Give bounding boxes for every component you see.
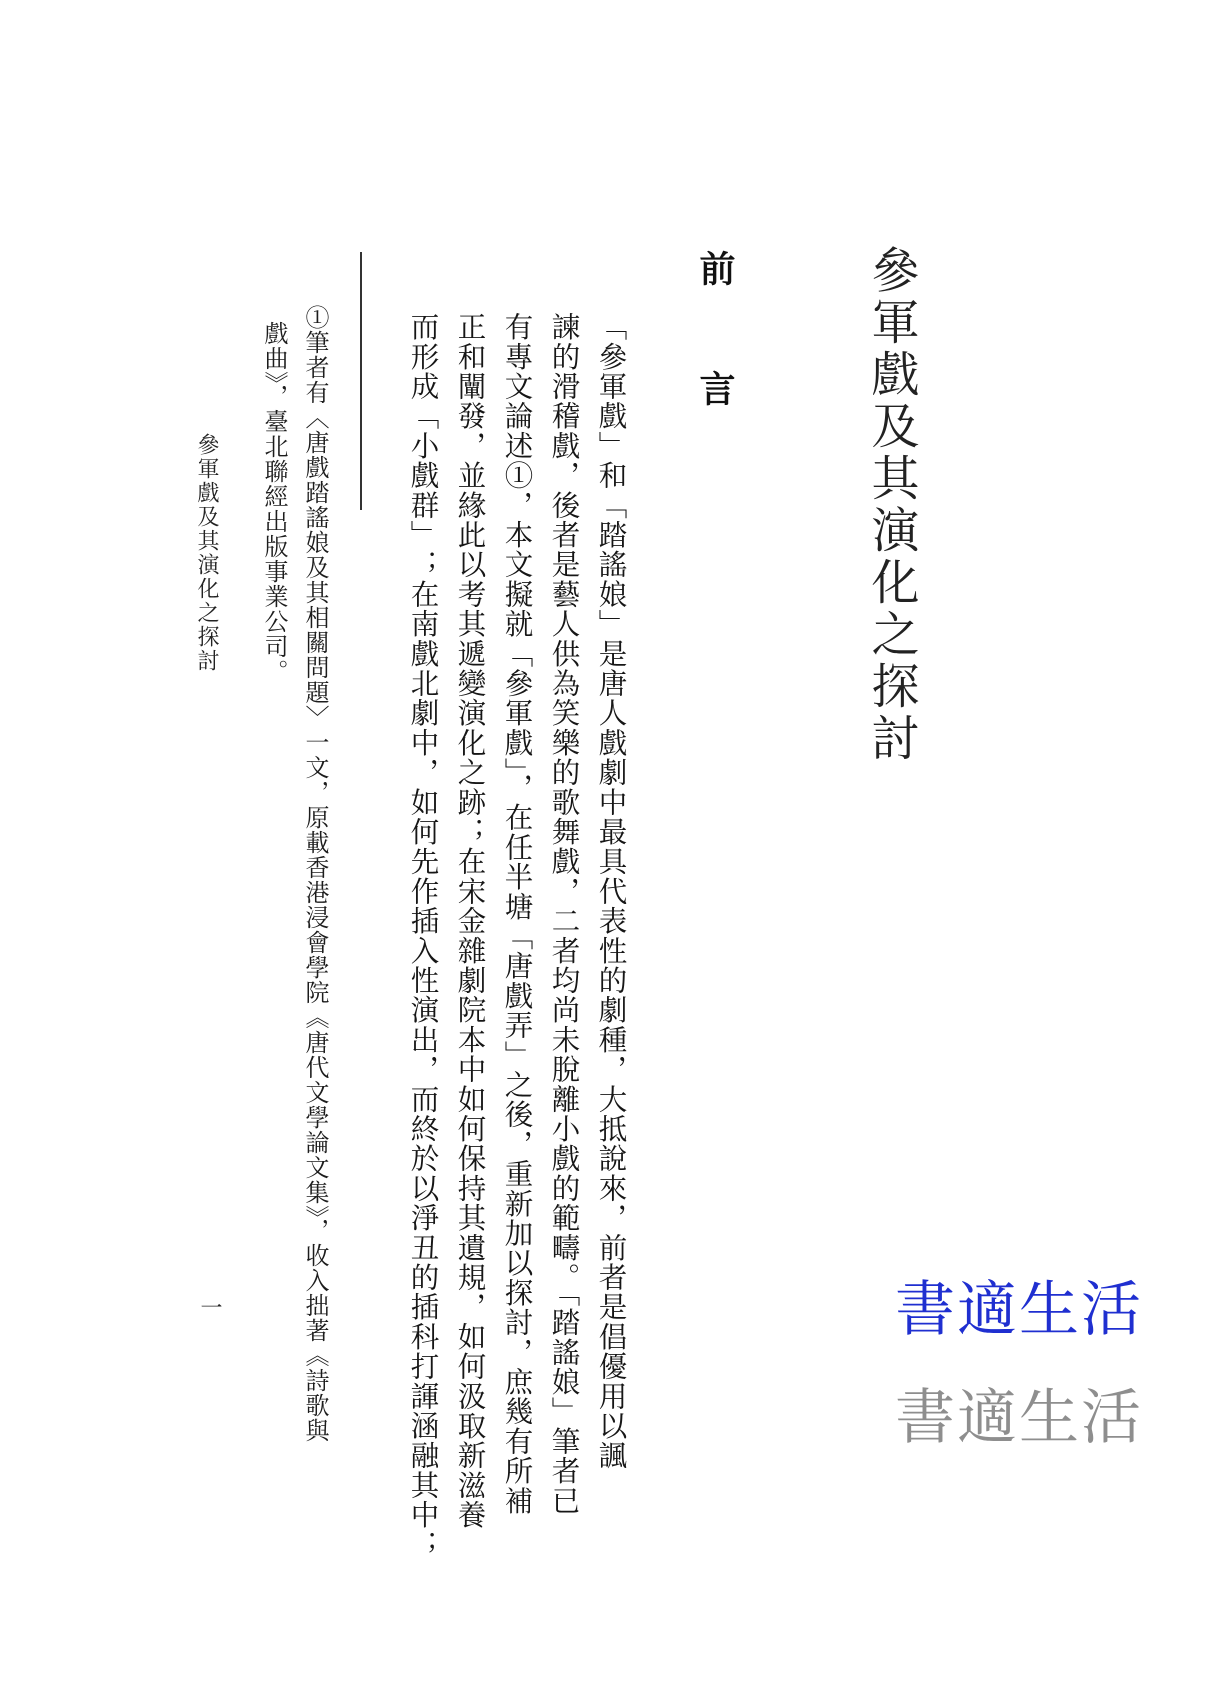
footnote-line: ①筆者有〈唐戲踏謠娘及其相關問題〉一文，原載香港浸會學院《唐代文學論文集》，收入拙著《詩歌與: [301, 305, 329, 1443]
body-line: 諫的滑稽戲，後者是藝人供為笑樂的歌舞戲，二者均尚未脫離小戲的範疇。「踏謠娘」筆者已: [547, 312, 581, 1516]
body-line: 「參軍戲」和「踏謠娘」是唐人戲劇中最具代表性的劇種，大抵說來，前者是倡優用以諷: [594, 312, 628, 1471]
watermark-text-grey: 書適生活: [895, 1383, 1143, 1453]
article-title: 參軍戲及其演化之探討: [863, 245, 919, 765]
section-heading: 前 言: [694, 250, 736, 430]
body-line: 有專文論述①，本文擬就「參軍戲」，在任半塘「唐戲弄」之後，重新加以探討，庶幾有所補: [500, 312, 534, 1516]
body-line: 正和闡發，並緣此以考其遞變演化之跡；在宋金雜劇院本中如何保持其遺規，如何汲取新滋養: [453, 312, 487, 1530]
running-title: 參軍戲及其演化之探討: [194, 433, 219, 673]
page-number: 一: [197, 1296, 222, 1318]
body-line: 而形成「小戲群」；在南戲北劇中，如何先作插入性演出，而終於以淨丑的插科打諢涵融其中；: [406, 312, 440, 1560]
footnote-line: 戲曲》，臺北聯經出版事業公司。: [260, 321, 288, 684]
watermark-text-blue: 書適生活: [895, 1275, 1143, 1345]
footnote-divider: [360, 252, 362, 510]
